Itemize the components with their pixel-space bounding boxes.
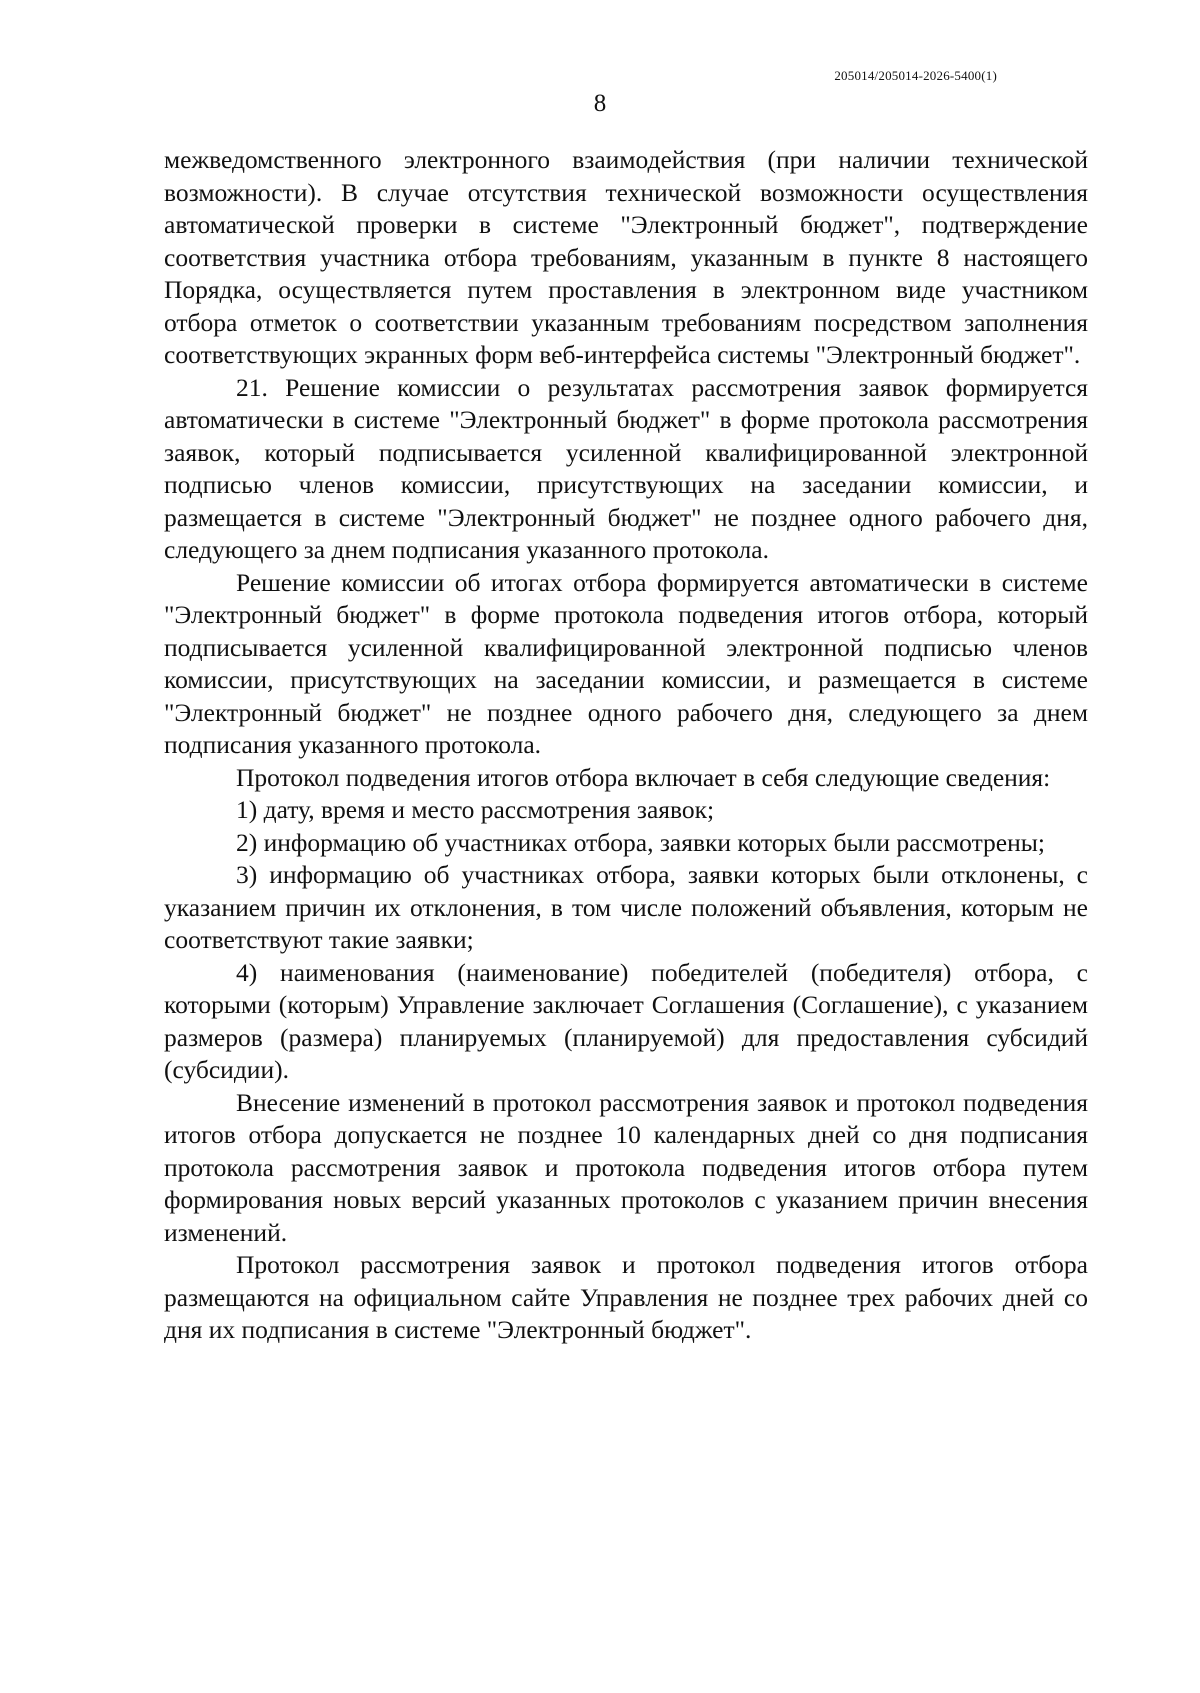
paragraph-continuation: межведомственного электронного взаимодействия (при наличии технической возможности). В случае отсутствия технической возможности осуществления автоматической проверки в системе "Электронный бюджет", подтверждение соответствия участника отбора требованиям, указанным в пункте 8 настоящего Порядка, осуществляется путем проставления в электронном виде участником отбора отметок о соответствии указанным требованиям посредством заполнения соответствующих экранных форм веб-интерфейса системы "Электронный бюджет". [164,145,1088,369]
page-number: 8 [593,90,607,117]
list-item: 4) наименования (наименование) победителей (победителя) отбора, с которыми (которым) Управление заключает Соглашения (Соглашение), с указанием размеров (размера) планируемых (планируемой) для предоставления субсидий (субсидии). [164,957,1088,1084]
list-item: 3) информацию об участниках отбора, заявки которых были отклонены, с указанием причин их отклонения, в том числе положений объявления, которым не соответствуют такие заявки; [164,860,1088,954]
paragraph-selection-results: Решение комиссии об итогах отбора формируется автоматически в системе "Электронный бюджет" в форме протокола подведения итогов отбора, который подписывается усиленной квалифицированной электронной подписью членов комиссии, присутствующих на заседании комиссии, и размещается в системе "Электронный бюджет" не позднее одного рабочего дня, следующего за днем подписания указанного протокола. [164,567,1088,759]
list-item: 1) дату, время и место рассмотрения заявок; [236,795,715,824]
document-body [164,144,1088,1347]
paragraph-protocol-changes: Внесение изменений в протокол рассмотрения заявок и протокол подведения итогов отбора допускается не позднее 10 календарных дней со дня подписания протокола рассмотрения заявок и протокола подведения итогов отбора путем формирования новых версий указанных протоколов с указанием причин внесения изменений. [164,1087,1088,1247]
document-id: 205014/205014-2026-5400(1) [834,68,997,83]
list-item: 2) информацию об участниках отбора, заявки которых были рассмотрены; [236,827,1045,857]
paragraph-protocol-contents: Протокол подведения итогов отбора включает в себя следующие сведения: [236,762,1051,792]
paragraph-clause-21: 21. Решение комиссии о результатах рассмотрения заявок формируется автоматически в системе "Электронный бюджет" в форме протокола рассмотрения заявок, который подписывается усиленной квалифицированной электронной подписью членов комиссии, присутствующих на заседании комиссии, и размещается в системе "Электронный бюджет" не позднее одного рабочего дня, следующего за днем подписания указанного протокола. [164,372,1088,564]
paragraph-protocol-publication: Протокол рассмотрения заявок и протокол подведения итогов отбора размещаются на официальном сайте Управления не позднее трех рабочих дней со дня их подписания в системе "Электронный бюджет". [164,1250,1088,1344]
